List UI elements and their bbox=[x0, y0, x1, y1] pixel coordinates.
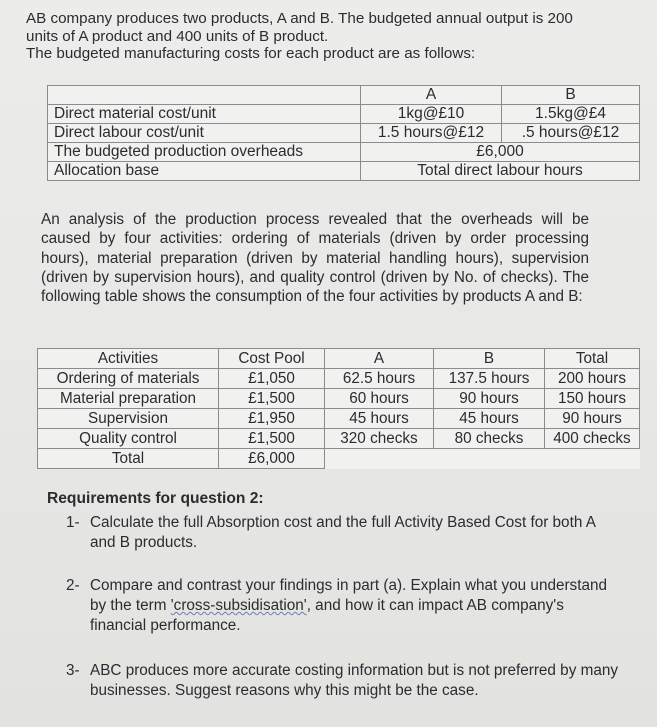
cell: 200 hours bbox=[545, 369, 640, 389]
cell bbox=[325, 449, 434, 469]
table-row bbox=[48, 105, 640, 124]
requirement-text: Compare and contrast your findings in part (a). Explain what you understand by the term 'cross-subsidisation', and how it can impact AB company's financial performance. bbox=[90, 577, 607, 634]
cell: £1,050 bbox=[219, 369, 325, 389]
analysis-paragraph: An analysis of the production process revealed that the overheads will be caused by four activities: ordering of materials (driven by order processing hours), material preparation (driven by material handling hours), supervision (driven by supervision hours), and quality control (driven by No. of checks). The following table shows the consumption of the four activities by products A and B: bbox=[41, 211, 589, 306]
table-header-row bbox=[38, 349, 640, 369]
table-row bbox=[38, 429, 640, 449]
cell: Total bbox=[38, 449, 219, 469]
requirement-number: 3- bbox=[66, 662, 80, 679]
cell: £6,000 bbox=[219, 449, 325, 469]
cell bbox=[434, 449, 545, 469]
cell-a: 1.5 hours@£12 bbox=[361, 124, 502, 143]
cell: 150 hours bbox=[545, 389, 640, 409]
row-label: Allocation base bbox=[48, 162, 361, 181]
activity-table bbox=[37, 348, 640, 469]
requirement-text: Calculate the full Absorption cost and the full Activity Based Cost for both A and B products. bbox=[90, 514, 596, 551]
column-header: Activities bbox=[38, 349, 219, 369]
table-row bbox=[48, 124, 640, 143]
row-label: The budgeted production overheads bbox=[48, 143, 361, 162]
intro-line-2: units of A product and 400 units of B product. bbox=[26, 27, 329, 45]
cell-b: .5 hours@£12 bbox=[502, 124, 640, 143]
table-row bbox=[48, 143, 640, 162]
requirement-text: ABC produces more accurate costing information but is not preferred by many businesses. Suggest reasons why this might be the case. bbox=[90, 662, 618, 699]
cell: Supervision bbox=[38, 409, 219, 429]
cell: Ordering of materials bbox=[38, 369, 219, 389]
intro-line-1: AB company produces two products, A and B. The budgeted annual output is 200 bbox=[26, 10, 573, 27]
cell: 320 checks bbox=[325, 429, 434, 449]
underlined-term: 'cross-subsidisation' bbox=[170, 597, 307, 614]
header-a: A bbox=[361, 86, 502, 105]
budgeted-cost-table bbox=[47, 85, 640, 181]
row-label: Direct material cost/unit bbox=[48, 105, 361, 124]
cell: £1,500 bbox=[219, 429, 325, 449]
table-row bbox=[48, 162, 640, 181]
requirement-number: 2- bbox=[66, 577, 80, 594]
column-header: Total bbox=[545, 349, 640, 369]
table-row bbox=[38, 389, 640, 409]
cell: 45 hours bbox=[434, 409, 545, 429]
merged-cell: Total direct labour hours bbox=[361, 162, 640, 181]
table-row bbox=[48, 86, 640, 105]
merged-cell: £6,000 bbox=[361, 143, 640, 162]
cell: Quality control bbox=[38, 429, 219, 449]
intro-line-3: The budgeted manufacturing costs for each product are as follows: bbox=[26, 45, 476, 62]
column-header: B bbox=[434, 349, 545, 369]
cell-a: 1kg@£10 bbox=[361, 105, 502, 124]
requirement-number: 1- bbox=[66, 514, 80, 531]
intro-text bbox=[26, 10, 646, 63]
cell: 400 checks bbox=[545, 429, 640, 449]
table-row bbox=[38, 369, 640, 389]
row-label: Direct labour cost/unit bbox=[48, 124, 361, 143]
cell: 60 hours bbox=[325, 389, 434, 409]
column-header: Cost Pool bbox=[219, 349, 325, 369]
cell-b: 1.5kg@£4 bbox=[502, 105, 640, 124]
table-row bbox=[38, 409, 640, 429]
cell: 90 hours bbox=[545, 409, 640, 429]
column-header: A bbox=[325, 349, 434, 369]
header-b: B bbox=[502, 86, 640, 105]
cell: 80 checks bbox=[434, 429, 545, 449]
table-row bbox=[38, 449, 640, 469]
cell bbox=[545, 449, 640, 469]
requirements-title: Requirements for question 2: bbox=[47, 490, 264, 507]
cell: Material preparation bbox=[38, 389, 219, 409]
cell: 62.5 hours bbox=[325, 369, 434, 389]
cell: £1,500 bbox=[219, 389, 325, 409]
cell: 90 hours bbox=[434, 389, 545, 409]
cell: 137.5 hours bbox=[434, 369, 545, 389]
cell: £1,950 bbox=[219, 409, 325, 429]
cell: 45 hours bbox=[325, 409, 434, 429]
